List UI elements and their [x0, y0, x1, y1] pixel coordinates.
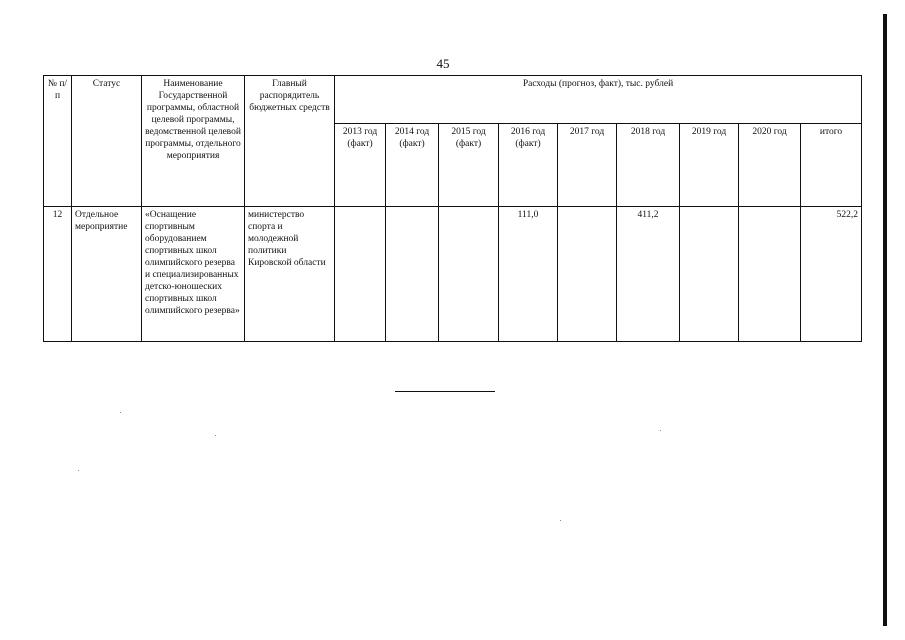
header-year-2015: 2015 год (факт) [439, 124, 499, 207]
cell-2017 [558, 207, 617, 342]
scan-speck [660, 430, 661, 431]
cell-num: 12 [44, 207, 72, 342]
scan-speck [120, 412, 121, 413]
cell-2015 [439, 207, 499, 342]
header-year-2020: 2020 год [739, 124, 801, 207]
scan-speck [78, 470, 79, 471]
cell-2013 [335, 207, 386, 342]
header-total: итого [801, 124, 862, 207]
header-year-2014: 2014 год (факт) [386, 124, 439, 207]
cell-2020 [739, 207, 801, 342]
scan-speck [560, 520, 561, 521]
budget-table [43, 75, 862, 342]
scan-edge-shadow [883, 14, 887, 626]
cell-total: 522,2 [801, 207, 862, 342]
header-program-name: Наименование Государственной программы, областной целевой программы, ведомственной целевой программы, отдельного мероприятия [142, 76, 245, 207]
header-year-2019: 2019 год [680, 124, 739, 207]
header-row-top [44, 76, 862, 124]
cell-program-name: «Оснащение спортивным оборудованием спортивных школ олимпийского резерва и специализированных детско-юношеских спортивных школ олимпийского резерва» [142, 207, 245, 342]
header-year-2013: 2013 год (факт) [335, 124, 386, 207]
cell-2016: 111,0 [499, 207, 558, 342]
header-num: № п/п [44, 76, 72, 207]
cell-budget-manager: министерство спорта и молодежной политики Кировской области [245, 207, 335, 342]
header-status: Статус [72, 76, 142, 207]
header-year-2018: 2018 год [617, 124, 680, 207]
header-year-2016: 2016 год (факт) [499, 124, 558, 207]
header-budget-manager: Главный распорядитель бюджетных средств [245, 76, 335, 207]
end-of-table-rule [395, 391, 495, 392]
scan-speck [215, 435, 216, 436]
header-expenses: Расходы (прогноз, факт), тыс. рублей [335, 76, 862, 124]
cell-2014 [386, 207, 439, 342]
cell-2018: 411,2 [617, 207, 680, 342]
cell-status: Отдельное мероприятие [72, 207, 142, 342]
header-year-2017: 2017 год [558, 124, 617, 207]
page-number: 45 [436, 56, 450, 71]
table-row [44, 207, 862, 342]
cell-2019 [680, 207, 739, 342]
